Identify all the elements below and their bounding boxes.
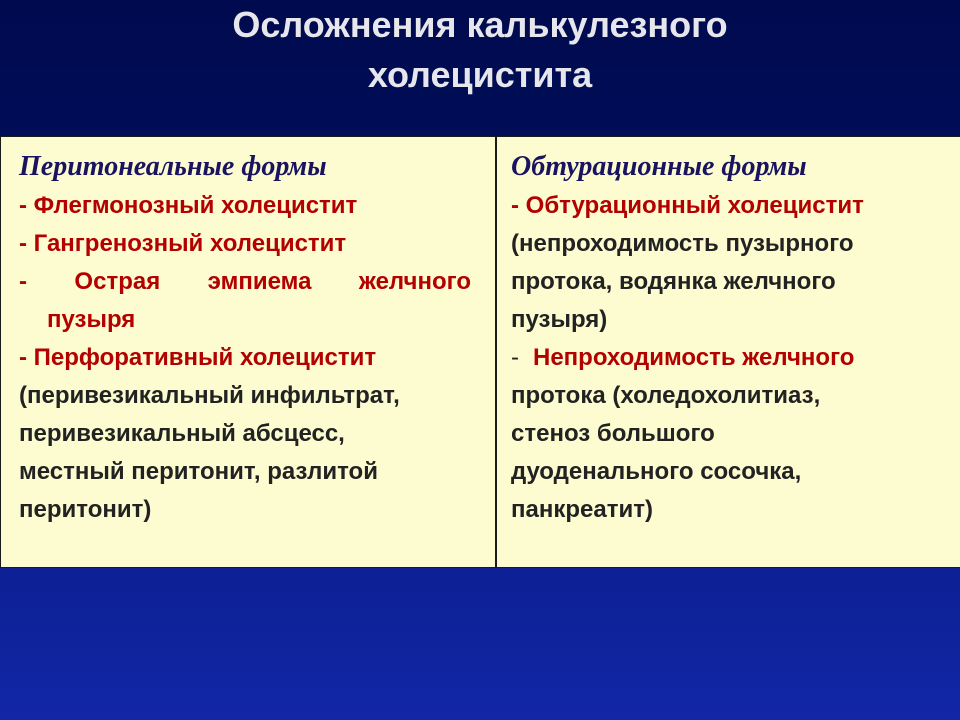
title-line-2: холецистита bbox=[367, 54, 593, 95]
list-item: местный перитонит, разлитой bbox=[19, 458, 378, 485]
peritoneal-forms-panel bbox=[0, 136, 496, 568]
obturation-forms-heading: Обтурационные формы bbox=[511, 151, 807, 182]
list-item: - Острая эмпиема желчного bbox=[19, 268, 471, 295]
list-item: (непроходимость пузырного bbox=[511, 230, 854, 257]
list-item: перивезикальный абсцесс, bbox=[19, 420, 345, 447]
list-item: - Обтурационный холецистит bbox=[511, 192, 864, 219]
slide-title bbox=[0, 0, 960, 136]
list-item-text: Непроходимость желчного bbox=[533, 344, 855, 371]
list-item: перитонит) bbox=[19, 496, 152, 523]
list-item: пузыря) bbox=[511, 306, 608, 333]
list-item: пузыря bbox=[47, 306, 136, 333]
list-item bbox=[511, 339, 960, 377]
list-item: панкреатит) bbox=[511, 496, 653, 523]
list-item: протока, водянка желчного bbox=[511, 268, 836, 295]
obturation-forms-panel bbox=[496, 136, 960, 568]
list-item: стеноз большого bbox=[511, 420, 715, 447]
comparison-table bbox=[0, 136, 960, 568]
title-line-1: Осложнения калькулезного bbox=[232, 4, 728, 45]
list-dash: - bbox=[511, 344, 519, 371]
list-item: (перивезикальный инфильтрат, bbox=[19, 382, 400, 409]
list-item: - Гангренозный холецистит bbox=[19, 230, 347, 257]
list-item: - Флегмонозный холецистит bbox=[19, 192, 358, 219]
list-item: - Перфоративный холецистит bbox=[19, 344, 377, 371]
list-item: дуоденального сосочка, bbox=[511, 458, 802, 485]
list-item: протока (холедохолитиаз, bbox=[511, 382, 821, 409]
peritoneal-forms-heading: Перитонеальные формы bbox=[19, 151, 327, 182]
